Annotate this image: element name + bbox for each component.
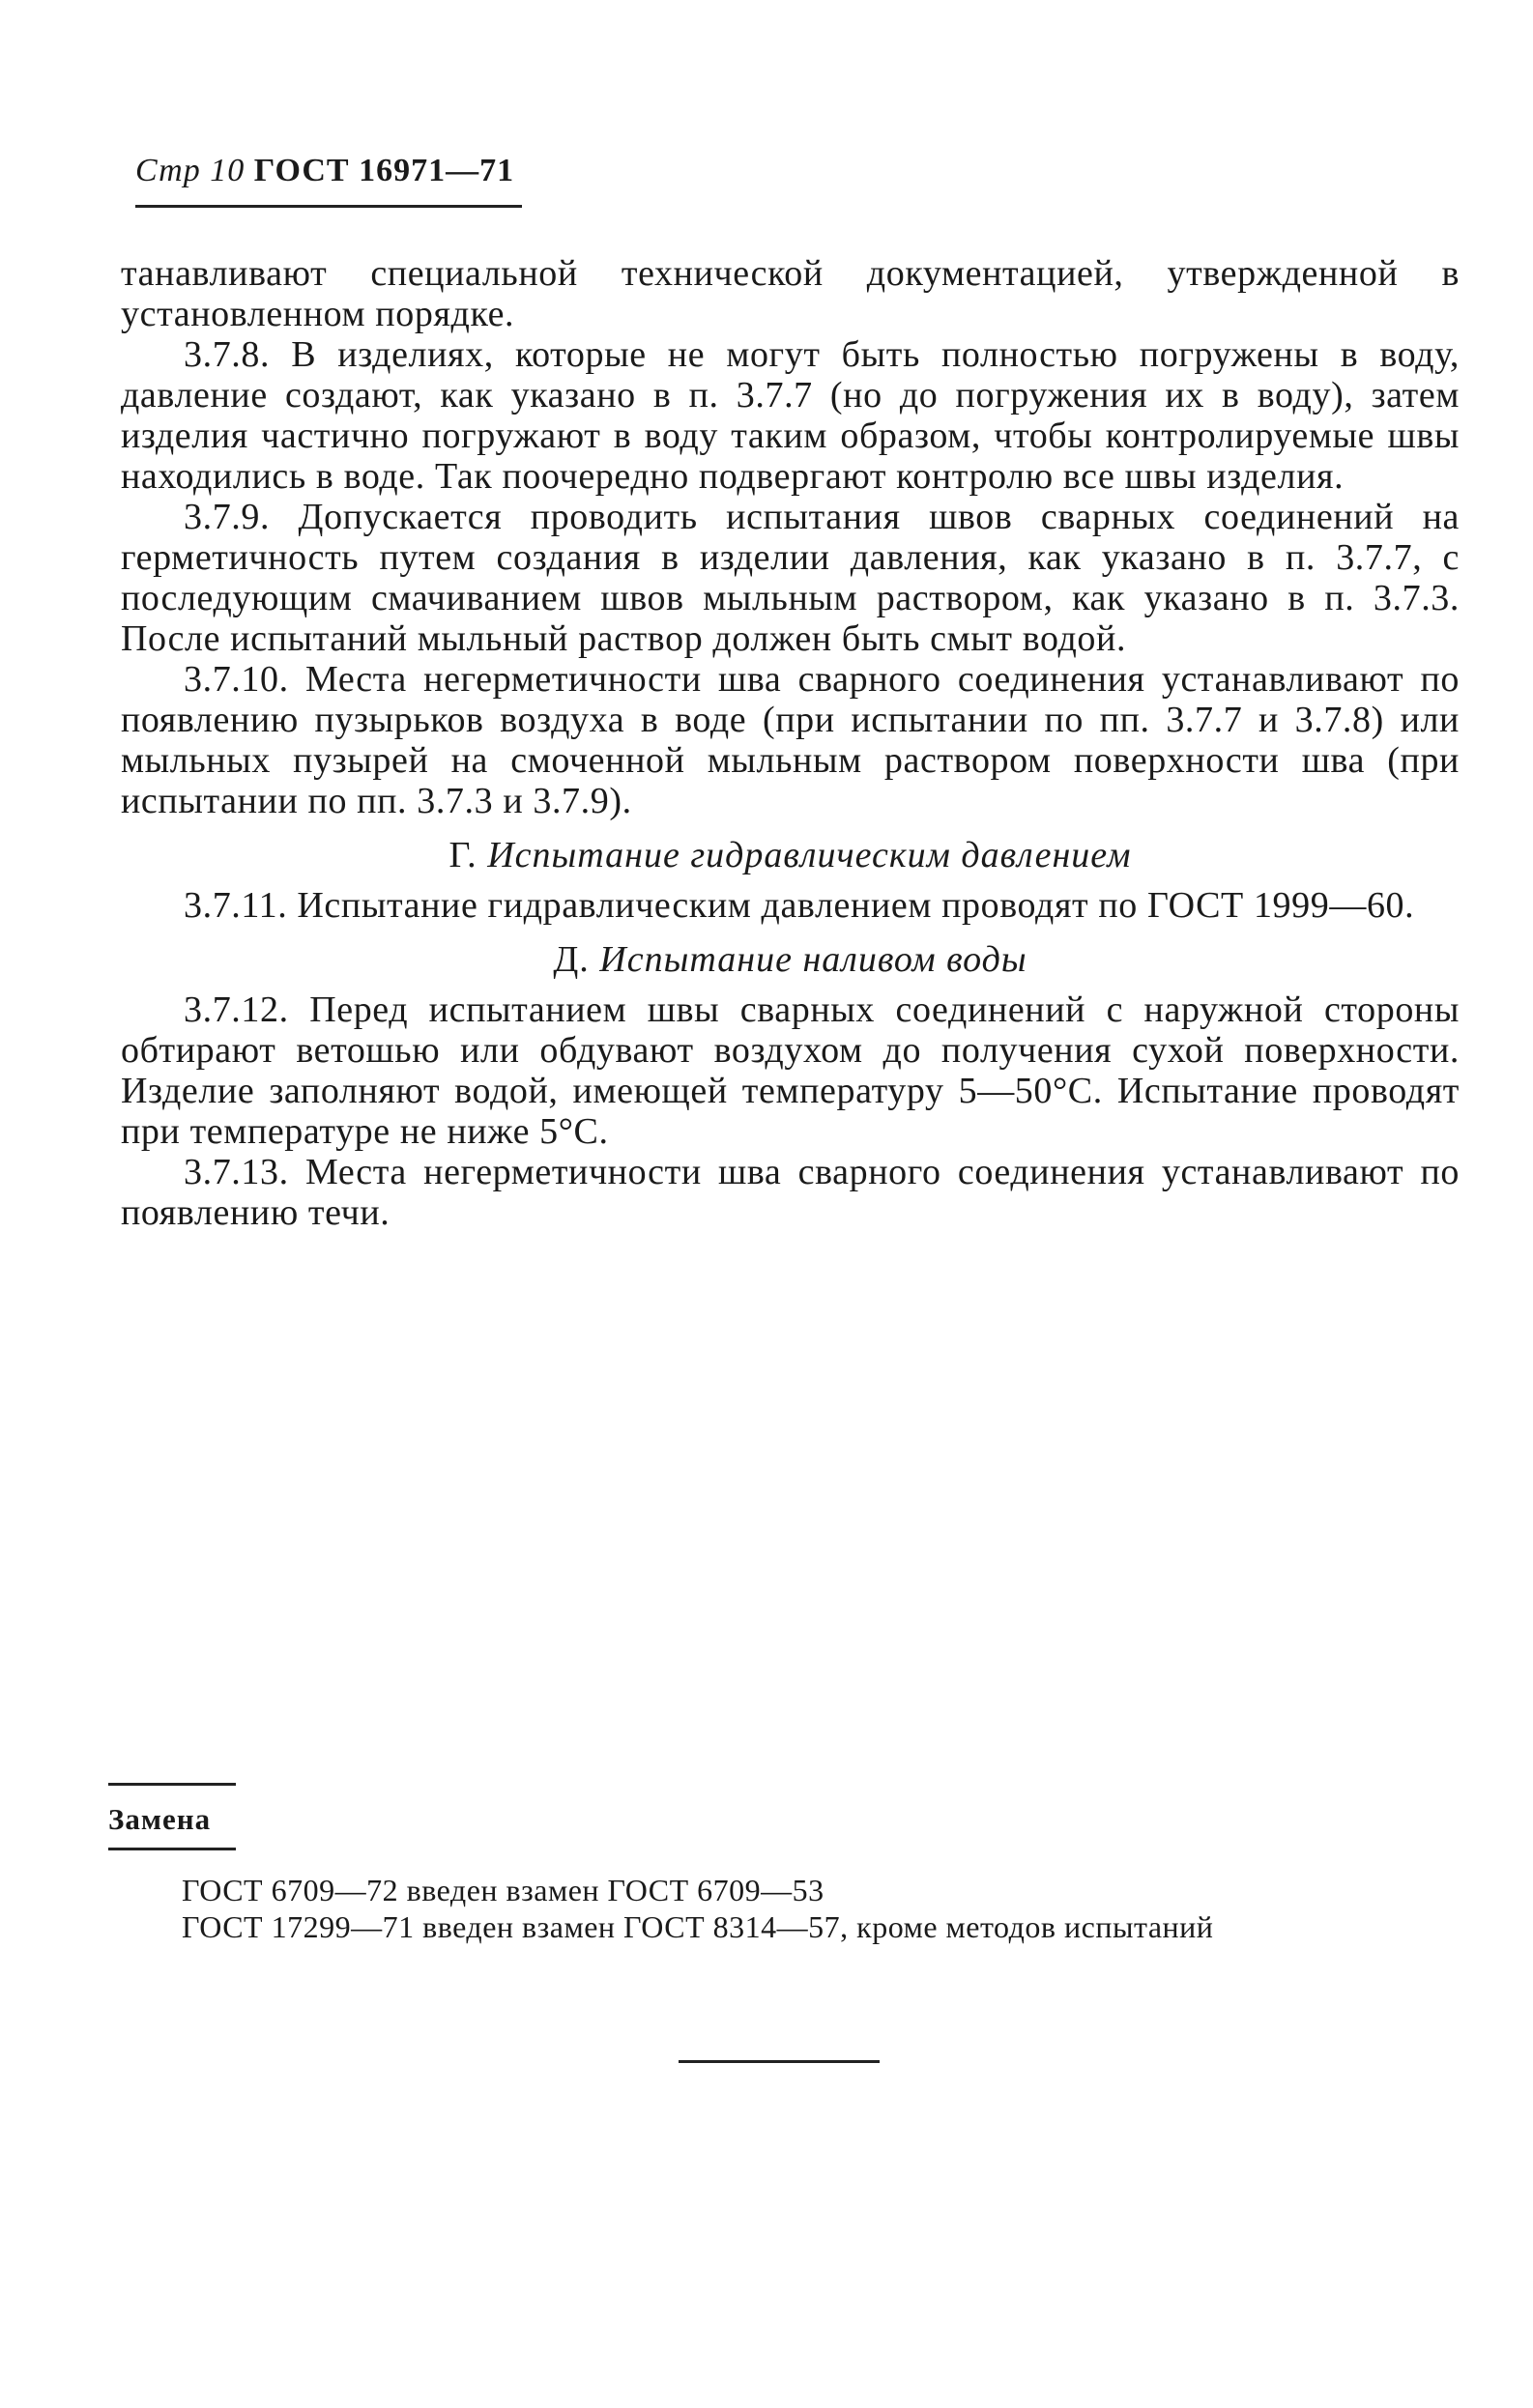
- paragraph-3-7-9: 3.7.9. Допускается проводить испытания швов сварных соединений на герметичность путем создания в изделии давления, как указано в п. 3.7.7, с последующим смачиванием швов мыльным раствором, как указано в п. 3.7.3. После испытаний мыльный раствор должен быть смыт водой.: [121, 497, 1460, 659]
- replacement-row: ГОСТ 17299—71 введен взамен ГОСТ 8314—57, кроме методов испытаний: [182, 1909, 1214, 1944]
- paragraph-3-7-12: 3.7.12. Перед испытанием швы сварных соединений с наружной стороны обтирают ветошью или обдувают воздухом до получения сухой поверхности. Изделие заполняют водой, имеющей температуру 5—50°С. Испытание проводят при температуре не ниже 5°С.: [121, 989, 1460, 1152]
- section-letter-g: Г.: [448, 835, 477, 875]
- section-title-g: Испытание гидравлическим давлением: [487, 835, 1132, 875]
- paragraph-3-7-10: 3.7.10. Места негерметичности шва сварного соединения устанавливают по появлению пузырьков воздуха в воде (при испытании по пп. 3.7.7 и 3.7.8) или мыльных пузырей на смоченной мыльным раствором поверхности шва (при испытании по пп. 3.7.3 и 3.7.9).: [121, 659, 1460, 821]
- section-heading-g: [121, 833, 1460, 877]
- paragraph-3-7-13: 3.7.13. Места негерметичности шва сварного соединения устанавливают по появлению течи.: [121, 1152, 1460, 1233]
- replacement-label: Замена: [108, 1802, 212, 1836]
- paragraph-3-7-11: 3.7.11. Испытание гидравлическим давлением проводят по ГОСТ 1999—60.: [184, 885, 1415, 926]
- section-title-d: Испытание наливом воды: [599, 939, 1027, 980]
- paragraph-continuation: танавливают специальной технической документацией, утвержденной в установленном порядке.: [121, 253, 1460, 334]
- page-number: Стр 10: [135, 153, 246, 188]
- standard-number: ГОСТ 16971—71: [253, 153, 515, 188]
- running-head: [135, 153, 514, 189]
- section-heading-d: [121, 937, 1460, 982]
- paragraph-3-7-8: 3.7.8. В изделиях, которые не могут быть полностью погружены в воду, давление создают, как указано в п. 3.7.7 (но до погружения их в воду), затем изделия частично погружают в воду таким образом, чтобы контролируемые швы находились в воде. Так поочередно подвергают контролю все швы изделия.: [121, 334, 1460, 497]
- end-rule: [679, 2060, 880, 2063]
- replacement-rule-top: [108, 1783, 236, 1786]
- header-rule: [135, 205, 522, 208]
- replacement-row: ГОСТ 6709—72 введен взамен ГОСТ 6709—53: [182, 1873, 824, 1907]
- section-letter-d: Д.: [553, 939, 590, 980]
- replacement-rule-bottom: [108, 1848, 236, 1850]
- replacement-list: [182, 1872, 1213, 1945]
- document-body: [121, 253, 1460, 1233]
